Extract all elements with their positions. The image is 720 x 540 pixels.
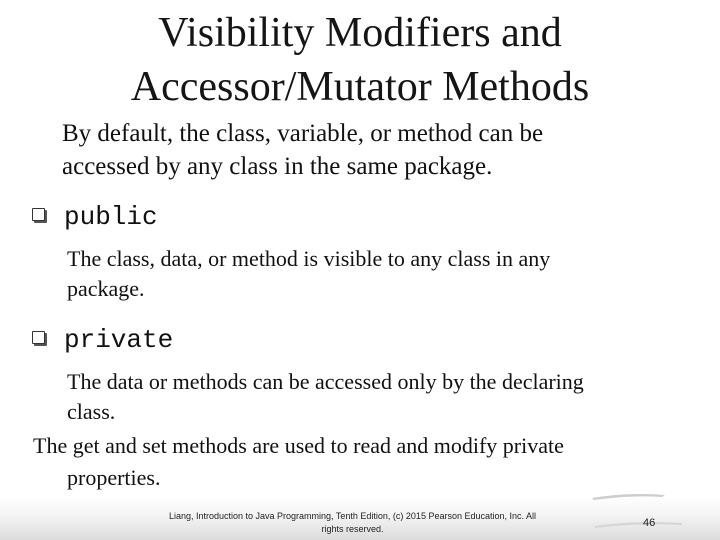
public-keyword: public	[64, 202, 158, 232]
private-keyword: private	[64, 325, 174, 355]
public-description-line-1: The class, data, or method is visible to any class in any	[67, 246, 551, 271]
title-line-2: Accessor/Mutator Methods	[130, 64, 590, 110]
checkbox-bullet-icon	[32, 331, 45, 344]
intro-line-1: By default, the class, variable, or method can be	[62, 120, 544, 147]
bullet-private	[32, 325, 173, 355]
public-description	[67, 244, 550, 304]
bullet-public	[32, 202, 158, 232]
note-line-1: The get and set methods are used to read and modify private	[33, 433, 564, 458]
checkbox-bullet-icon	[32, 208, 45, 221]
slide-title	[0, 6, 720, 114]
footer-line-1: Liang, Introduction to Java Programming, Tenth Edition, (c) 2015 Pearson Education, Inc. All	[168, 511, 537, 521]
title-line-1: Visibility Modifiers and	[158, 10, 562, 56]
page-number: 46	[643, 517, 656, 529]
footer-line-2: rights reserved.	[321, 524, 384, 534]
note-line-2: properties.	[67, 465, 161, 490]
footer-copyright	[140, 510, 565, 536]
private-description-line-1: The data or methods can be accessed only by the declaring	[67, 369, 584, 394]
private-description-line-2: class.	[67, 399, 116, 424]
decorative-swoosh-icon	[590, 490, 690, 530]
accessor-note	[33, 430, 564, 494]
intro-paragraph	[62, 117, 702, 183]
intro-line-2: accessed by any class in the same package.	[62, 153, 493, 180]
private-description	[67, 367, 584, 427]
public-description-line-2: package.	[67, 276, 145, 301]
